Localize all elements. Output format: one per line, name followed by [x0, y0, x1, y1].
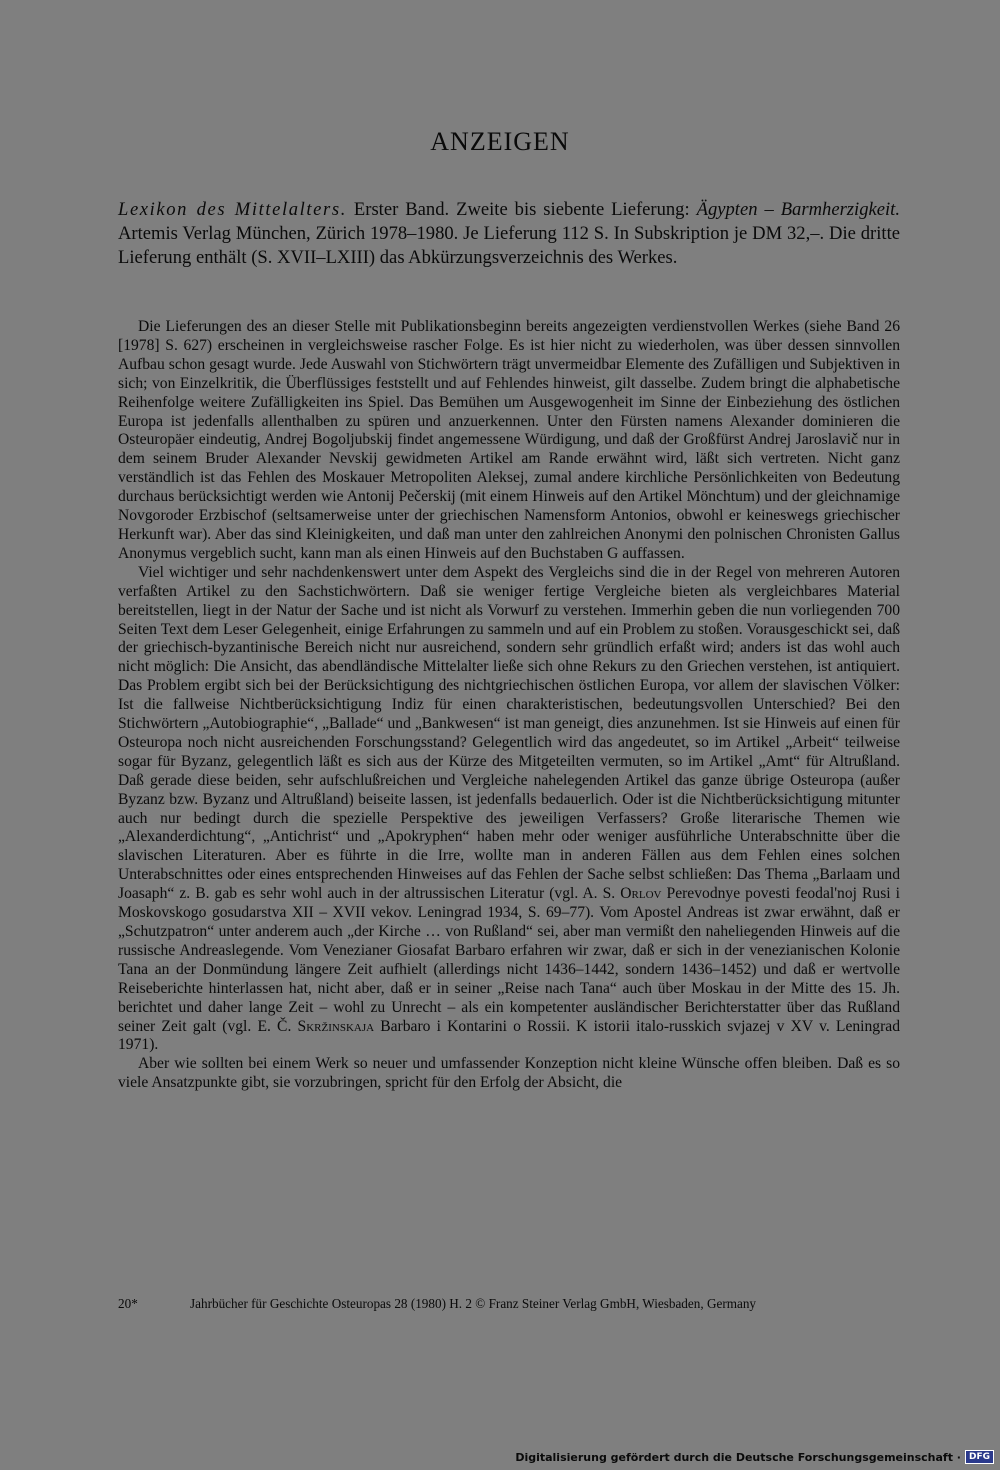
paragraph-3: Aber wie sollten bei einem Werk so neuer und umfassender Konzeption nicht kleine Wünsche offen bleiben. Daß es so viele Ansatzpunkte gibt, sie vorzubringen, spricht für den Erfolg der Absicht, die: [118, 1055, 900, 1092]
book-description-2: Artemis Verlag München, Zürich 1978–1980. Je Lieferung 112 S. In Subskription je DM 32,–. Die dritte Lieferung enthält (S. XVII–LXIII) das Abkürzungsverzeichnis des Werkes.: [118, 223, 900, 268]
section-heading: ANZEIGEN: [430, 127, 570, 156]
author-name-skrzinskaja: Skržinskaja: [297, 1017, 375, 1035]
paragraph-1: Die Lieferungen des an dieser Stelle mit Publikationsbeginn bereits angezeigten verdienstvollen Werkes (siehe Band 26 [1978] S. 627) erscheinen in vergleichsweise rascher Folge. Es ist hier nicht zu wiederholen, was über dessen sinnvollen Aufbau schon gesagt wurde. Jede Auswahl von Stichwörtern trägt unvermeidbar Elemente des Zufälligen und Subjektiven in sich; von Einzelkritik, die Überflüssiges feststellt und auf Fehlendes hinweist, gilt dasselbe. Zudem bringt die alphabetische Reihenfolge weitere Zufälligkeiten ins Spiel. Das Bemühen um Ausgewogenheit im Sinne der Einbeziehung des östlichen Europa ist jedenfalls allenthalben zu spüren und anzuerkennen. Unter den Fürsten namens Alexander dominieren die Osteuropäer eindeutig, Andrej Bogoljubskij findet angemessene Würdigung, und daß der Großfürst Andrej Jaroslavič nur in dem seinem Bruder Alexander Nevskij gewidmeten Artikel am Rande erwähnt wird, läßt sich vertreten. Nicht ganz verständlich ist das Fehlen des Moskauer Metropoliten Aleksej, zumal andere kirchliche Persönlichkeiten von Bedeutung durchaus berücksichtigt werden wie Antonij Pečerskij (mit einem Hinweis auf den Artikel Mönchtum) und der gleichnamige Novgoroder Erzbischof (seltsamerweise unter der griechischen Namensform Antonios, obwohl er keineswegs griechischer Herkunft war). Aber das sind Kleinigkeiten, und daß man unter den zahlreichen Anonymi den polnischen Chronisten Gallus Anonymus vergeblich sucht, kann man als einen Hinweis auf den Buchstaben G auffassen.: [118, 318, 900, 562]
paragraph-2-text-b: Perevodnye povesti feodal'noj Rusi i Moskovskogo gosudarstva XII – XVII vekov. Leningrad 1934, S. 69–77). Vom Apostel Andreas ist zwar erwähnt, daß er „Schutzpatron“ unter anderem auch „der Kirche … von Rußland“ sei, aber man vermißt den naheliegenden Hinweis auf die russische Andreaslegende. Vom Venezianer Giosafat Barbaro erfahren wir zwar, daß er sich in der venezianischen Kolonie Tana an der Donmündung längere Zeit aufhielt (allerdings nicht 1436–1442, sondern 1436–1452) und daß er wertvolle Reiseberichte hinterlassen hat, nicht aber, daß er in seiner „Reise nach Tana“ auch über Moskau in der Mitte des 15. Jh. berichtet und daher lange Zeit – wohl zu Unrecht – als ein kompetenter ausländischer Berichterstatter über das Rußland seiner Zeit galt (vgl. E. Č.: [118, 885, 900, 1035]
paragraph-2-text-a: Viel wichtiger und sehr nachdenkenswert unter dem Aspekt des Vergleichs sind die in der Regel von mehreren Autoren verfaßten Artikel zu den Sachstichwörtern. Daß sie weniger fertige Vergleiche bieten als vergleichbares Material bereitstellen, liegt in der Natur der Sache und ist nicht als Vorwurf zu verstehen. Immerhin geben die nun vorliegenden 700 Seiten Text dem Leser Gelegenheit, einige Erfahrungen zu sammeln und auf ein Problem zu stoßen. Vorausgeschickt sei, daß der griechisch-byzantinische Bereich nicht nur ausreichend, sondern sehr gründlich erfaßt wird; anders ist das wohl auch nicht möglich: Die Ansicht, das abendländische Mittelalter ließe sich ohne Rekurs zu den Griechen verstehen, ist antiquiert. Das Problem ergibt sich bei der Berücksichtigung des nichtgriechischen östlichen Europa, vor allem der slavischen Völker: Ist die fallweise Nichtberücksichtigung Indiz für einen charakteristischen, bedeutungsvollen Unterschied? Bei den Stichwörtern „Autobiographie“, „Ballade“ und „Bankwesen“ ist man geneigt, dies anzunehmen. Ist sie Hinweis auf einen für Osteuropa noch nicht ausreichenden Forschungsstand? Gelegentlich wird das angedeutet, so im Artikel „Arbeit“ teilweise sogar für Byzanz, gelegentlich läßt es sich aus der Kürze des Mitgeteilten vermuten, so im Artikel „Amt“ für Altrußland. Daß gerade diese beiden, sehr aufschlußreichen und Vergleiche nahelegenden Artikel das ganze übrige Osteuropa (außer Byzanz bzw. Byzanz und Altrußland) beiseite lassen, ist jedenfalls bedauerlich. Oder ist die Nichtberücksichtigung mitunter auch nur bedingt durch die spezielle Perspektive des jeweiligen Verfassers? Große literarische Themen wie „Alexanderdichtung“, „Antichrist“ und „Apokryphen“ haben mehr oder weniger ausführliche Unterabschnitte über die slavischen Literaturen. Aber es führte in die Irre, wollte man in anderen Fällen aus dem Fehlen eines solchen Unterabschnittes oder eines entsprechenden Hinweises auf das Fehlen der Sache selbst schließen: Das Thema „Barlaam und Joasaph“ z. B. gab es sehr wohl auch in der altrussischen Literatur (vgl. A. S.: [118, 563, 900, 903]
paragraph-2: [118, 564, 900, 1056]
page-number: 20*: [118, 1296, 138, 1311]
credit-text: Digitalisierung gefördert durch die Deutsche Forschungsgemeinschaft ·: [515, 1450, 961, 1464]
author-name-orlov: Orlov: [620, 885, 662, 903]
review-body: [118, 318, 900, 1093]
book-description-1: Erster Band. Zweite bis siebente Lieferung:: [346, 199, 697, 220]
page-footer: [118, 1296, 900, 1312]
book-entry: [118, 198, 900, 270]
book-subtitle: Ägypten – Barmherzigkeit.: [696, 199, 900, 220]
dfg-logo-icon: DFG: [965, 1450, 994, 1464]
book-title: Lexikon des Mittelalters.: [118, 199, 347, 220]
digitization-credit: [515, 1450, 994, 1464]
journal-citation: Jahrbücher für Geschichte Osteuropas 28 (1980) H. 2 © Franz Steiner Verlag GmbH, Wiesbaden, Germany: [190, 1296, 757, 1311]
paragraph-2-text-c: Barbaro i Kontarini o Rossii. K istorii italo-russkich svjazej v XV v. Leningrad 1971).: [118, 1017, 901, 1054]
